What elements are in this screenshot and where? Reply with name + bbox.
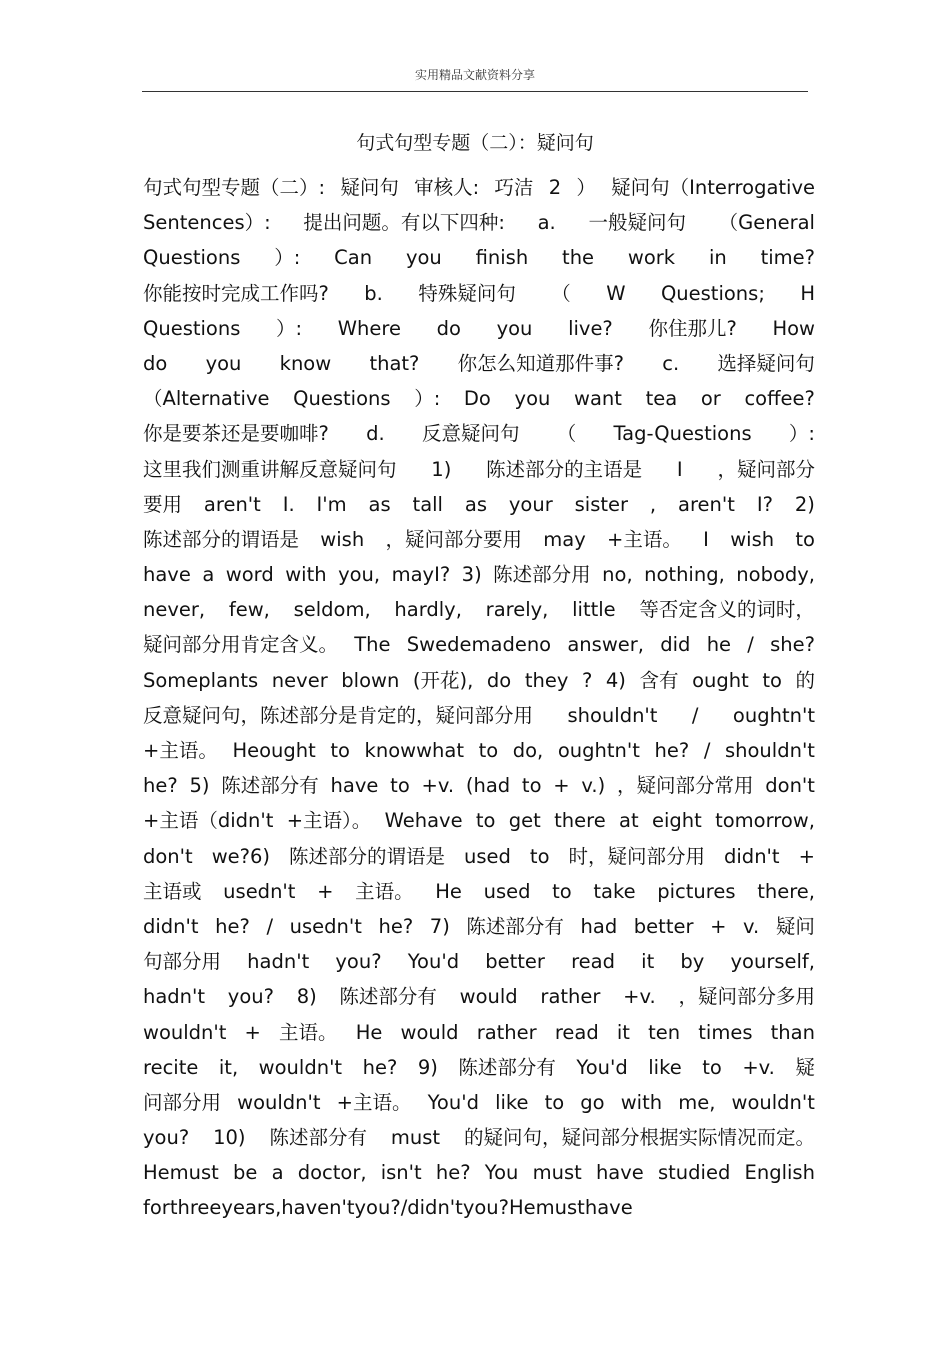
word: there xyxy=(554,809,606,833)
word: wouldn't xyxy=(258,1055,343,1079)
word: tea xyxy=(645,387,678,411)
word: 提出问题。有以下四种: xyxy=(303,211,505,235)
word: wish xyxy=(320,527,365,551)
word: rather xyxy=(476,1020,537,1044)
word: want xyxy=(574,387,622,411)
word: Questions; xyxy=(660,281,765,305)
word: 9) xyxy=(417,1055,438,1079)
word: coffee? xyxy=(744,387,815,411)
word: 1) xyxy=(431,457,452,481)
word: 2) xyxy=(794,492,815,516)
word: to xyxy=(762,668,782,692)
word: You'd xyxy=(407,950,460,974)
word: to xyxy=(330,739,350,762)
word: didn't xyxy=(143,914,199,938)
word: W xyxy=(606,281,626,305)
word: it xyxy=(616,1020,630,1044)
word: （ xyxy=(556,422,577,446)
word: 这里我们测重讲解反意疑问句 xyxy=(143,457,397,481)
body-line xyxy=(143,1190,815,1225)
word: with xyxy=(620,1090,663,1114)
body-text xyxy=(143,170,815,1226)
word: to xyxy=(544,1090,565,1114)
word: +v. xyxy=(742,1055,775,1079)
word: you? xyxy=(227,985,274,1009)
word: work xyxy=(627,246,676,270)
word: Someplants xyxy=(143,668,259,692)
body-line xyxy=(143,1050,815,1085)
word: 问部分用 xyxy=(143,1090,222,1114)
body-line xyxy=(143,979,815,1014)
word: didn't xyxy=(724,844,780,868)
word: 5) xyxy=(189,774,210,798)
word: have xyxy=(595,1161,644,1185)
body-line xyxy=(143,1015,815,1050)
word: get xyxy=(508,809,541,833)
word: 主语或 xyxy=(143,879,202,903)
word: 7) xyxy=(429,914,450,938)
word: ten xyxy=(648,1020,681,1044)
word: to xyxy=(478,739,499,762)
word: with xyxy=(285,563,327,587)
word: studied xyxy=(658,1161,731,1185)
word: I. xyxy=(282,492,295,516)
word: 疑问 xyxy=(775,914,815,938)
word: at xyxy=(619,809,639,833)
body-line xyxy=(143,557,815,592)
word: a. xyxy=(537,211,556,235)
word: few, xyxy=(228,598,270,622)
body-line xyxy=(143,944,815,979)
word: to xyxy=(390,774,410,798)
body-line xyxy=(143,698,815,733)
body-line xyxy=(143,627,815,662)
word: no, xyxy=(602,563,633,587)
body-line xyxy=(143,346,815,381)
word: + xyxy=(798,844,815,868)
word: times xyxy=(698,1020,753,1044)
word: 反意疑问句 xyxy=(421,422,520,446)
word: yourself, xyxy=(730,950,815,974)
word: answer, xyxy=(567,633,644,657)
body-line xyxy=(143,240,815,275)
word: eight xyxy=(651,809,702,833)
word: （Alternative xyxy=(143,387,270,411)
word: He xyxy=(435,879,462,903)
word: didn't xyxy=(407,1196,463,1220)
word: would xyxy=(459,985,518,1009)
word: like xyxy=(648,1055,682,1079)
word: to xyxy=(529,844,550,868)
word: 句部分用 xyxy=(143,950,222,974)
header-rule xyxy=(142,91,808,92)
word: wouldn't xyxy=(143,1020,227,1044)
body-line xyxy=(143,733,815,768)
word: have xyxy=(330,774,379,798)
word: finish xyxy=(475,246,529,270)
word: he xyxy=(706,633,732,657)
word: rather xyxy=(540,985,601,1009)
word: to xyxy=(552,879,572,903)
word: 你能按时完成工作吗? xyxy=(143,281,329,305)
word: he? xyxy=(362,1055,398,1079)
body-line xyxy=(143,1120,815,1155)
word: oughtn't xyxy=(557,739,640,762)
word: read xyxy=(554,1020,599,1044)
word: doctor, xyxy=(297,1161,367,1185)
word: 2 xyxy=(548,176,562,199)
body-line xyxy=(143,803,815,838)
body-line xyxy=(143,276,815,311)
word: in xyxy=(708,246,727,270)
word: 陈述部分有 xyxy=(221,774,319,798)
word: +v. xyxy=(623,985,656,1009)
word: 陈述部分的谓语是 xyxy=(289,844,446,868)
word: you? xyxy=(335,950,382,974)
word: Questions xyxy=(293,387,391,411)
word: ，疑问部分多用 xyxy=(678,985,815,1009)
word: to xyxy=(702,1055,722,1079)
word: nothing, xyxy=(644,563,725,587)
word: 审核人: xyxy=(414,176,480,199)
word: wouldn't xyxy=(237,1090,321,1114)
word: do, xyxy=(512,739,544,762)
word: little xyxy=(572,598,616,622)
word: 含有 xyxy=(639,668,679,692)
word: read xyxy=(571,950,616,974)
word: 时，疑问部分用 xyxy=(568,844,706,868)
body-line xyxy=(143,487,815,522)
word: we?6) xyxy=(211,844,270,868)
word: by xyxy=(680,950,705,974)
word: had xyxy=(580,914,618,938)
word: , xyxy=(649,492,657,516)
body-line xyxy=(143,909,815,944)
word: usedn't xyxy=(289,914,362,938)
word: there, xyxy=(757,879,815,903)
word: tomorrow, xyxy=(715,809,815,833)
word: shouldn't xyxy=(567,703,658,727)
word: 句式句型专题（二）: xyxy=(143,176,326,199)
word: did xyxy=(660,633,691,657)
word: 陈述部分用 xyxy=(493,563,591,587)
word: +主语。 xyxy=(143,739,218,762)
word: your xyxy=(508,492,553,516)
word: ） xyxy=(576,176,596,199)
word: to xyxy=(795,527,815,551)
word: 陈述部分有 xyxy=(339,985,437,1009)
word: he? xyxy=(435,1161,471,1185)
word: Where xyxy=(337,316,401,340)
word: ，疑问部分 xyxy=(717,457,815,481)
word: He xyxy=(355,1020,383,1044)
word: you? xyxy=(354,1196,401,1220)
word: you? xyxy=(143,1126,190,1150)
word: d. xyxy=(366,422,385,446)
word: years, xyxy=(221,1196,282,1220)
running-header: 实用精品文献资料分享 xyxy=(414,68,535,82)
word: ，疑问部分要用 xyxy=(385,527,522,551)
word: ，疑问部分常用 xyxy=(616,774,754,798)
word: 你怎么知道那件事? xyxy=(457,351,624,375)
word: 陈述部分有 xyxy=(466,914,564,938)
word: hadn't xyxy=(247,950,310,974)
word: 疑问句（Interrogative xyxy=(611,176,815,199)
word: used xyxy=(464,844,511,868)
word: must xyxy=(390,1126,441,1150)
word: 疑 xyxy=(795,1055,815,1079)
word: aren't xyxy=(678,492,735,516)
word: ）: xyxy=(274,246,301,270)
word: as xyxy=(464,492,487,516)
word: blown xyxy=(341,668,400,692)
word: 反意疑问句，陈述部分是肯定的，疑问部分用 xyxy=(143,703,534,727)
body-line xyxy=(143,416,815,451)
word: isn't xyxy=(380,1161,422,1185)
word: pictures xyxy=(657,879,736,903)
word: better xyxy=(633,914,694,938)
word: Hemust xyxy=(143,1161,219,1185)
word: live? xyxy=(568,316,613,340)
word: 你住那儿? xyxy=(648,316,737,340)
word: wouldn't xyxy=(731,1090,815,1114)
word: 3) xyxy=(461,563,482,587)
word: 4) xyxy=(605,668,626,692)
word: must xyxy=(535,1196,585,1220)
word: （ xyxy=(551,281,571,305)
word: +主语。 xyxy=(607,527,682,551)
word: you xyxy=(205,351,242,375)
word: + xyxy=(553,774,570,798)
word: may xyxy=(543,527,586,551)
word: v. xyxy=(743,914,760,938)
word: three xyxy=(169,1196,222,1220)
word: it, xyxy=(218,1055,239,1079)
word: never xyxy=(271,668,328,692)
word: 你是要茶还是要咖啡? xyxy=(143,422,329,446)
word: You'd xyxy=(427,1090,479,1114)
word: +v. xyxy=(421,774,455,798)
word: than xyxy=(770,1020,815,1044)
body-line xyxy=(143,522,815,557)
word: recite xyxy=(143,1055,199,1079)
word: 陈述部分的谓语是 xyxy=(143,527,300,551)
word: he? xyxy=(143,774,178,798)
word: 的 xyxy=(795,668,815,692)
word: as xyxy=(368,492,391,516)
word: I xyxy=(676,457,683,481)
word: or xyxy=(700,387,721,411)
word: you, xyxy=(338,563,381,587)
word: 要用 xyxy=(143,492,183,516)
body-line xyxy=(143,170,815,205)
word: H xyxy=(800,281,815,305)
word: ）: xyxy=(276,316,303,340)
word: Wehave xyxy=(384,809,463,833)
word: sister xyxy=(574,492,629,516)
word: b. xyxy=(364,281,383,305)
word: to xyxy=(475,809,496,833)
word: a xyxy=(271,1161,284,1185)
word: 巧洁 xyxy=(494,176,534,199)
word: Swedemadeno xyxy=(406,633,552,657)
word: it xyxy=(641,950,655,974)
word: knowwhat xyxy=(364,739,464,762)
word: / xyxy=(747,633,754,657)
word: Can xyxy=(334,246,373,270)
word: How xyxy=(772,316,815,340)
word: 的疑问句，疑问部分根据实际情况而定。 xyxy=(463,1126,815,1150)
word: would xyxy=(400,1020,459,1044)
word: better xyxy=(485,950,545,974)
word: 陈述部分有 xyxy=(269,1126,367,1150)
word: rarely, xyxy=(485,598,549,622)
word: / xyxy=(400,1196,408,1220)
word: she? xyxy=(770,633,815,657)
body-line xyxy=(143,1155,815,1190)
word: + xyxy=(710,914,727,938)
word: must xyxy=(532,1161,582,1185)
word: never, xyxy=(143,598,206,622)
word: +主语）。 xyxy=(286,809,372,833)
body-line xyxy=(143,311,815,346)
word: 疑问部分用肯定含义。 xyxy=(143,633,339,657)
word: The xyxy=(354,633,391,657)
word: (had xyxy=(465,774,511,798)
word: He xyxy=(509,1196,536,1220)
word: usedn't xyxy=(223,879,296,903)
body-line xyxy=(143,1085,815,1120)
word: take xyxy=(593,879,636,903)
document-title: 句式句型专题（二）：疑问句 xyxy=(356,132,594,154)
word: I? xyxy=(756,492,773,516)
word: 疑问句 xyxy=(340,176,399,199)
body-line xyxy=(143,874,815,909)
body-line xyxy=(143,381,815,416)
word: 10) xyxy=(213,1126,246,1150)
word: Tag-Questions xyxy=(613,422,752,446)
word: word xyxy=(225,563,274,587)
word: / xyxy=(703,739,711,762)
word: +主语（didn't xyxy=(143,809,274,833)
word: that? xyxy=(369,351,420,375)
word: ought xyxy=(692,668,749,692)
word: have xyxy=(143,563,191,587)
word: ? xyxy=(581,668,593,692)
word: aren't xyxy=(203,492,261,516)
word: English xyxy=(744,1161,815,1185)
word: they xyxy=(524,668,569,692)
word: be xyxy=(233,1161,258,1185)
word: do xyxy=(486,668,512,692)
word: a xyxy=(202,563,215,587)
word: I xyxy=(703,527,709,551)
word: 特殊疑问句 xyxy=(418,281,516,305)
word: time? xyxy=(760,246,815,270)
body-line xyxy=(143,663,815,698)
word: You xyxy=(484,1161,519,1185)
word: / xyxy=(691,703,699,727)
word: ）: xyxy=(414,387,441,411)
word: seldom, xyxy=(293,598,371,622)
word: 8) xyxy=(296,985,317,1009)
word: for xyxy=(143,1196,170,1220)
word: you xyxy=(405,246,442,270)
body-line xyxy=(143,452,815,487)
word: hardly, xyxy=(394,598,462,622)
word: me, xyxy=(678,1090,716,1114)
word: (开花), xyxy=(412,668,474,692)
word: 选择疑问句 xyxy=(717,351,815,375)
word: oughtn't xyxy=(732,703,815,727)
word: know xyxy=(279,351,332,375)
word: Do xyxy=(463,387,491,411)
word: the xyxy=(562,246,595,270)
word: I'm xyxy=(316,492,347,516)
word: haven't xyxy=(281,1196,355,1220)
word: to xyxy=(521,774,542,798)
word: 等否定含义的词时， xyxy=(639,598,815,622)
word: （General xyxy=(718,211,815,235)
word: 一般疑问句 xyxy=(588,211,686,235)
word: don't xyxy=(143,844,193,868)
word: Questions xyxy=(143,246,241,270)
word: 陈述部分有 xyxy=(458,1055,556,1079)
word: Sentences）: xyxy=(143,211,271,235)
word: ）: xyxy=(788,422,815,446)
word: wish xyxy=(730,527,775,551)
word: like xyxy=(495,1090,529,1114)
word: go xyxy=(580,1090,605,1114)
word: + xyxy=(244,1020,261,1044)
body-line xyxy=(143,205,815,240)
word: have xyxy=(584,1196,633,1220)
body-line xyxy=(143,839,815,874)
word: +主语。 xyxy=(336,1090,412,1114)
word: don't xyxy=(765,774,815,798)
word: / xyxy=(266,914,274,938)
word: You'd xyxy=(576,1055,628,1079)
word: 主语。 xyxy=(279,1020,338,1044)
word: Questions xyxy=(143,316,241,340)
word: v.) xyxy=(581,774,606,798)
word: he? xyxy=(215,914,250,938)
word: you? xyxy=(462,1196,509,1220)
word: + xyxy=(317,879,334,903)
body-line xyxy=(143,592,815,627)
word: you xyxy=(496,316,533,340)
word: hadn't xyxy=(143,985,206,1009)
word: he? xyxy=(378,914,414,938)
word: Heought xyxy=(232,739,316,762)
word: used xyxy=(483,879,531,903)
word: 主语。 xyxy=(355,879,414,903)
word: tall xyxy=(412,492,443,516)
word: c. xyxy=(662,351,680,375)
word: 陈述部分的主语是 xyxy=(486,457,643,481)
word: mayI? xyxy=(391,563,451,587)
word: do xyxy=(143,351,168,375)
word: shouldn't xyxy=(724,739,815,762)
word: you xyxy=(514,387,551,411)
word: do xyxy=(436,316,461,340)
word: nobody, xyxy=(736,563,815,587)
body-line xyxy=(143,768,815,803)
word: he? xyxy=(654,739,690,762)
